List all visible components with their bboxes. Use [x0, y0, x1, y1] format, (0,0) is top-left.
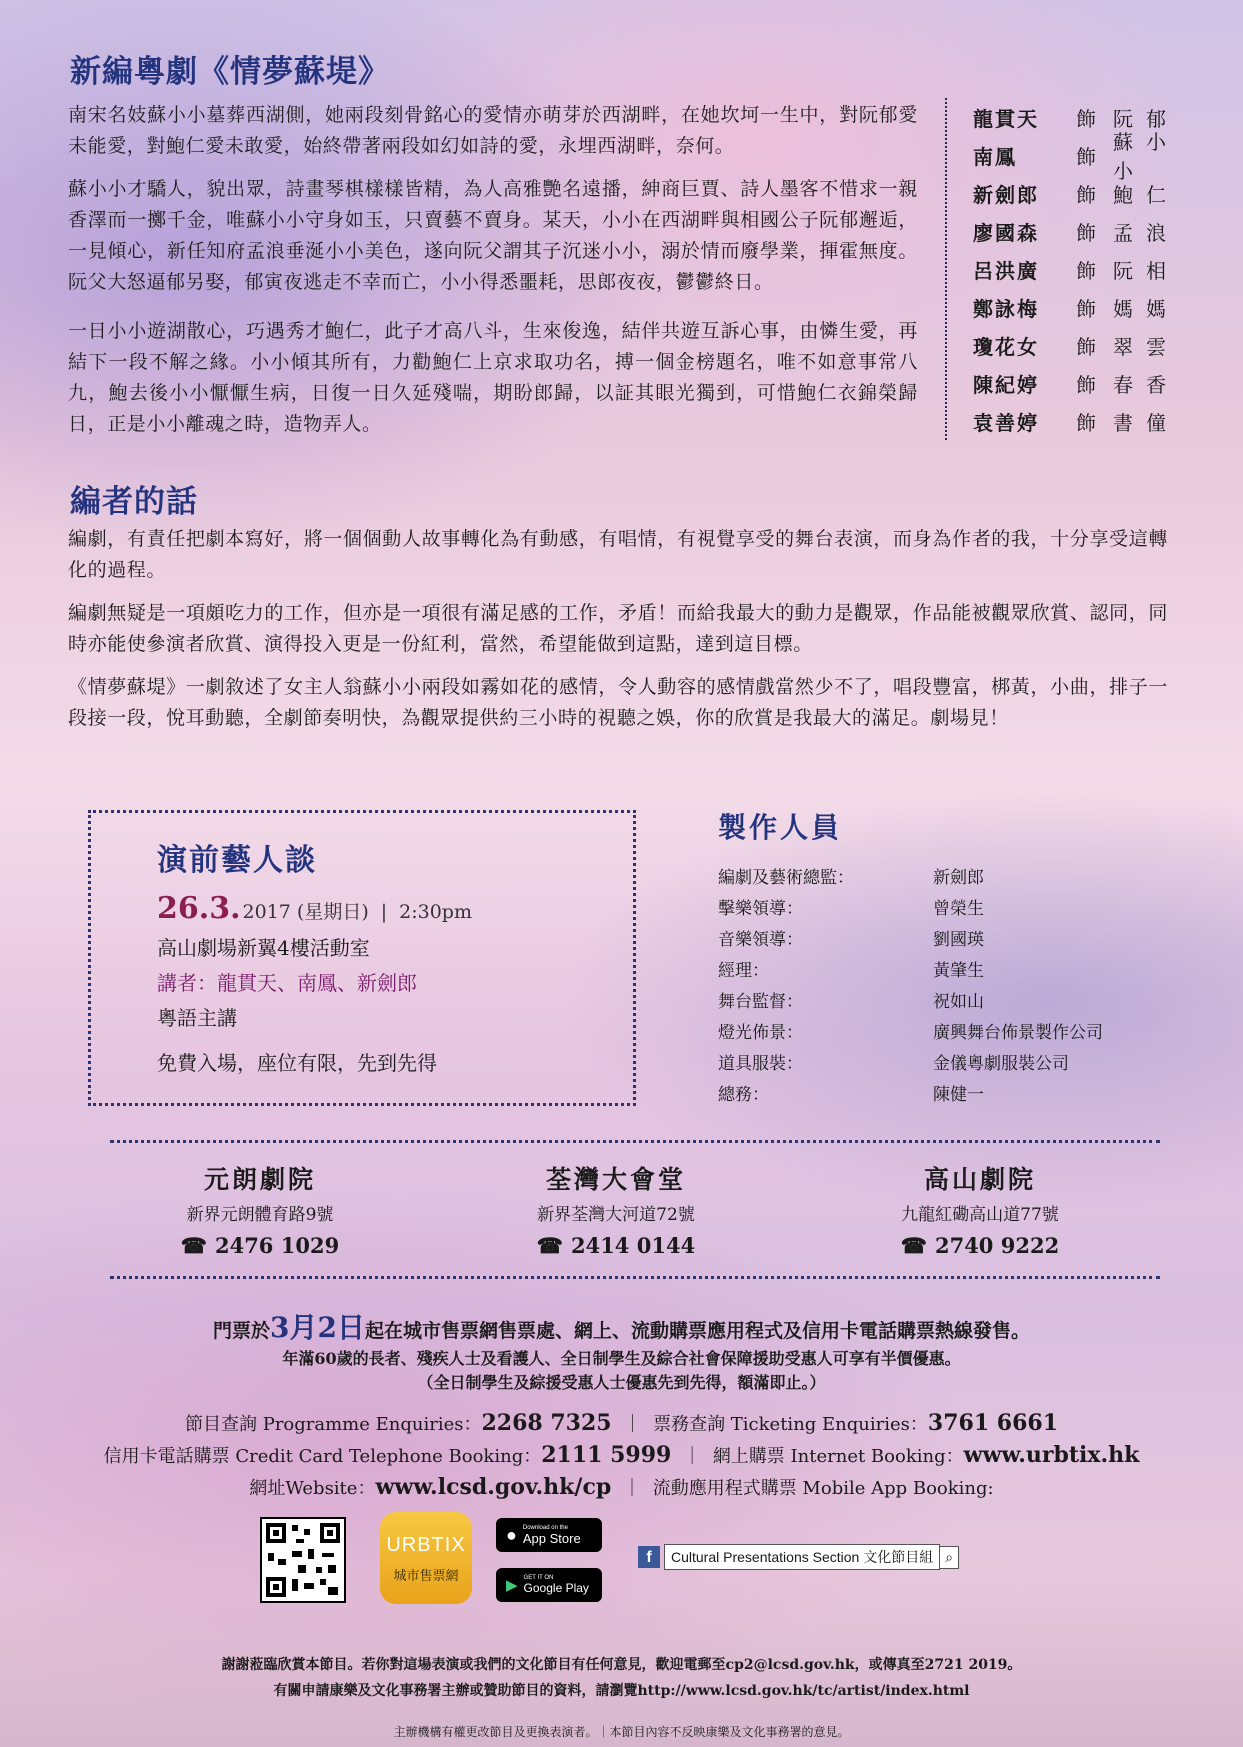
crew-member: 祝如山 — [933, 992, 984, 1012]
cast-row — [973, 130, 1193, 183]
enquiry-line-2: 信用卡電話購票 Credit Card Telephone Booking：2111 5999 ｜ 網上購票 Internet Booking：www.urbtix.hk — [103, 1442, 1140, 1468]
apple-icon: ● — [506, 1524, 517, 1545]
internet-booking-label: 網上購票 Internet Booking： — [712, 1446, 964, 1467]
cast-role: 翠雲 — [1113, 334, 1179, 359]
crew-member: 廣興舞台佈景製作公司 — [933, 1023, 1103, 1043]
cast-actor: 陳紀婷 — [973, 372, 1039, 397]
cast-actor: 新劍郎 — [973, 182, 1039, 207]
crew-row — [718, 953, 1178, 984]
cast-role: 蘇小小 — [1113, 130, 1179, 183]
talk-admission: 免費入場，座位有限，先到先得 — [157, 1051, 437, 1075]
phone-icon: ☎ — [180, 1233, 207, 1258]
cast-role: 阮郁 — [1113, 106, 1179, 131]
cast-role: 孟浪 — [1113, 220, 1179, 245]
cast-actor: 廖國森 — [973, 220, 1039, 245]
venue-yuen-long — [110, 1160, 410, 1258]
venue-ko-shan — [830, 1160, 1130, 1258]
app-store-big-text: App Store — [522, 1530, 581, 1546]
play-title: 新編粵劇《情夢蘇堤》 — [70, 54, 390, 90]
venue-phone: 2476 1029 — [214, 1233, 340, 1258]
synopsis-paragraph-2: 蘇小小才驕人，貌出眾，詩畫琴棋樣樣皆精，為人高雅艷名遠播，紳商巨賈、詩人墨客不惜求一親香澤而一擲千金，唯蘇小小守身如玉，只賣藝不賣身。某天，小小在西湖畔與相國公子阮郁邂逅，一見傾心，新任知府孟浪垂涎小小美色，遂向阮父謂其子沉迷小小，溺於情而廢學業，揮霍無度。阮父大怒逼郁另娶，郁寅夜逃走不幸而亡，小小得悉噩耗，思郎夜夜，鬱鬱終日。 — [68, 178, 918, 293]
crew-position: 總務： — [718, 1085, 769, 1105]
talk-language: 粵語主講 — [157, 1006, 237, 1030]
editor-paragraph-1: 編劇，有責任把劇本寫好，將一個個動人故事轉化為有動感，有唱情，有視覺享受的舞台表演，而身為作者的我，十分享受這轉化的過程。 — [68, 528, 1168, 581]
cast-actor: 呂洪廣 — [973, 258, 1039, 283]
ticketing-enquiry-label: 票務查詢 Ticketing Enquiries： — [653, 1414, 928, 1435]
mobile-app-label: 流動應用程式購票 Mobile App Booking: — [652, 1478, 994, 1499]
crew-member: 新劍郎 — [933, 868, 984, 888]
search-icon[interactable]: ⌕ — [939, 1546, 959, 1569]
venue-phone-row — [466, 1233, 766, 1258]
synopsis-paragraph-3: 一日小小遊湖散心，巧遇秀才鮑仁，此子才高八斗，生來俊逸，結伴共遊互訴心事，由憐生愛，再結下一段不解之緣。小小傾其所有，力勸鮑仁上京求取功名，搏一個金榜題名，唯不如意事常八九，鮑去後小小懨懨生病，日復一日久延殘喘，期盼郎歸，以証其眼光獨到，可惜鮑仁衣錦榮歸日，正是小小離魂之時，造物弄人。 — [68, 320, 918, 435]
crew-position: 音樂領導： — [718, 930, 803, 950]
venue-phone-row — [830, 1233, 1130, 1258]
venue-address: 九龍紅磡高山道77號 — [901, 1205, 1059, 1225]
cast-verb: 飾 — [1076, 220, 1096, 245]
phone-icon: ☎ — [536, 1233, 563, 1258]
cast-role: 鮑仁 — [1113, 182, 1179, 207]
crew-position: 燈光佈景： — [718, 1023, 803, 1043]
pre-show-talk-box — [88, 810, 636, 1106]
cast-actor: 鄭詠梅 — [973, 296, 1039, 321]
crew-member: 金儀粵劇服裝公司 — [933, 1054, 1069, 1074]
cast-actor: 龍貫天 — [973, 106, 1039, 131]
programme-enquiry-phone: 2268 7325 — [481, 1410, 612, 1436]
cast-row — [973, 250, 1193, 288]
talk-datetime: 26.3. 2017 (星期日) | 2:30pm — [157, 891, 472, 926]
cast-row — [973, 212, 1193, 250]
divider-top — [110, 1140, 1160, 1143]
cast-row — [973, 402, 1193, 440]
synopsis-paragraph-1: 南宋名妓蘇小小墓葬西湖側，她兩段刻骨銘心的愛情亦萌芽於西湖畔，在她坎坷一生中，對阮郁愛未能愛，對鮑仁愛未敢愛，始終帶著兩段如幻如詩的愛，永埋西湖畔，奈何。 — [68, 104, 918, 157]
crew-position: 擊樂領導： — [718, 899, 803, 919]
cast-role: 書僮 — [1113, 410, 1179, 435]
crew-member: 陳健一 — [933, 1085, 984, 1105]
google-play-big-text: Google Play — [523, 1581, 589, 1595]
facebook-page-name: Cultural Presentations Section 文化節目組 — [664, 1544, 940, 1570]
crew-row — [718, 922, 1178, 953]
enquiry-line-1: 節目查詢 Programme Enquiries：2268 7325 ｜ 票務查詢 Ticketing Enquiries：3761 6661 — [184, 1410, 1059, 1436]
production-crew — [718, 806, 1178, 1108]
qr-code[interactable] — [260, 1517, 346, 1603]
venue-phone: 2740 9222 — [934, 1233, 1060, 1258]
cast-verb: 飾 — [1076, 106, 1096, 131]
cast-list — [945, 98, 1193, 440]
cast-verb: 飾 — [1076, 296, 1096, 321]
venue-address: 新界元朗體育路9號 — [186, 1205, 334, 1225]
editor-paragraph-3: 《情夢蘇堤》一劇敘述了女主人翁蘇小小兩段如霧如花的感情，令人動容的感情戲當然少不了，唱段豐富，梆黃，小曲，排子一段接一段，悅耳動聽，全劇節奏明快，為觀眾提供約三小時的視聽之娛，你的欣賞是我最大的滿足。劇場見！ — [68, 676, 1168, 729]
website-link[interactable]: www.lcsd.gov.hk/cp — [375, 1474, 612, 1500]
footer-disclaimer: 主辦機構有權更改節目及更換表演者。｜本節目內容不反映康樂及文化事務署的意見。 — [393, 1725, 850, 1739]
venue-address: 新界荃灣大河道72號 — [537, 1205, 695, 1225]
urbtix-cn-text: 城市售票網 — [393, 1568, 459, 1583]
cast-role: 媽媽 — [1113, 296, 1179, 321]
urbtix-app-icon[interactable] — [380, 1512, 472, 1604]
cast-row — [973, 364, 1193, 402]
concession-text: 年滿60歲的長者、殘疾人士及看護人、全日制學生及綜合社會保障援助受惠人可享有半價優惠。 — [282, 1349, 961, 1368]
talk-speakers: 講者：龍貫天、南鳳、新劍郎 — [157, 971, 417, 995]
ticket-sale-line — [0, 1306, 1243, 1346]
cast-verb: 飾 — [1076, 334, 1096, 359]
cast-actor: 袁善婷 — [973, 410, 1039, 435]
cast-actor: 瓊花女 — [973, 334, 1039, 359]
cast-verb: 飾 — [1076, 258, 1096, 283]
credit-card-booking-label: 信用卡電話購票 Credit Card Telephone Booking： — [103, 1446, 542, 1467]
concession-note: （全日制學生及綜援受惠人士優惠先到先得，額滿即止。） — [417, 1373, 826, 1392]
crew-member: 黃肇生 — [933, 961, 984, 981]
ticket-sale-date: 3月2日 — [270, 1311, 365, 1344]
internet-booking-link[interactable]: www.urbtix.hk — [963, 1442, 1140, 1468]
divider-bottom — [110, 1276, 1160, 1279]
crew-row — [718, 1046, 1178, 1077]
cast-role: 阮相 — [1113, 258, 1179, 283]
programme-enquiry-label: 節目查詢 Programme Enquiries： — [184, 1414, 482, 1435]
talk-date-big: 26.3. — [157, 891, 241, 926]
crew-position: 道具服裝： — [718, 1054, 803, 1074]
cast-role: 春香 — [1113, 372, 1179, 397]
venue-phone-row — [110, 1233, 410, 1258]
crew-row — [718, 984, 1178, 1015]
venue-tsuen-wan — [466, 1160, 766, 1258]
crew-position: 舞台監督： — [718, 992, 803, 1012]
enquiry-line-3: 網址Website：www.lcsd.gov.hk/cp ｜ 流動應用程式購票 Mobile App Booking: — [249, 1474, 994, 1500]
google-play-icon: ▶ — [506, 1577, 518, 1594]
crew-position: 經理： — [718, 961, 769, 981]
venue-name: 高山劇院 — [923, 1165, 1036, 1194]
qr-code-graphic — [262, 1519, 344, 1601]
venue-name: 元朗劇院 — [203, 1165, 316, 1194]
google-play-small-text: GET IT ON — [523, 1575, 554, 1581]
crew-title: 製作人員 — [718, 811, 843, 844]
app-store-small-text: Download on the — [522, 1524, 568, 1531]
cast-actor: 南鳳 — [973, 144, 1017, 169]
facebook-icon: f — [638, 1546, 660, 1568]
talk-title: 演前藝人談 — [157, 843, 317, 878]
ticket-prefix: 門票於 — [213, 1320, 271, 1342]
venue-name: 荃灣大會堂 — [545, 1165, 686, 1194]
ticketing-enquiry-phone: 3761 6661 — [927, 1410, 1059, 1436]
venue-phone: 2414 0144 — [570, 1233, 696, 1258]
crew-row — [718, 1015, 1178, 1046]
cast-row — [973, 288, 1193, 326]
talk-date-rest: 2017 (星期日) — [242, 901, 369, 923]
footer-info: 有關申請康樂及文化事務署主辦或贊助節目的資料，請瀏覽http://www.lcsd.gov.hk/tc/artist/index.html — [273, 1683, 970, 1699]
google-play-badge[interactable] — [496, 1568, 602, 1602]
cast-row — [973, 326, 1193, 364]
ticket-suffix: 起在城市售票網售票處、網上、流動購票應用程式及信用卡電話購票熱線發售。 — [364, 1320, 1030, 1342]
credit-card-booking-phone: 2111 5999 — [541, 1442, 672, 1468]
editor-paragraph-2: 編劇無疑是一項頗吃力的工作，但亦是一項很有滿足感的工作，矛盾！而給我最大的動力是觀眾，作品能被觀眾欣賞、認同，同時亦能使參演者欣賞、演得投入更是一份紅利，當然，希望能做到這點，達到這目標。 — [68, 602, 1168, 655]
app-store-badge[interactable] — [496, 1518, 602, 1552]
phone-icon: ☎ — [900, 1233, 927, 1258]
cast-row — [973, 174, 1193, 212]
cast-verb: 飾 — [1076, 372, 1096, 397]
footer-thanks: 謝謝蒞臨欣賞本節目。若你對這場表演或我們的文化節目有任何意見，歡迎電郵至cp2@lcsd.gov.hk，或傳真至2721 2019。 — [221, 1657, 1022, 1673]
crew-position: 編劇及藝術總監： — [718, 868, 854, 888]
crew-row — [718, 891, 1178, 922]
facebook-search-bar[interactable] — [638, 1545, 959, 1569]
cast-verb: 飾 — [1076, 144, 1096, 169]
crew-member: 劉國瑛 — [933, 930, 984, 950]
talk-time: 2:30pm — [399, 901, 472, 923]
cast-verb: 飾 — [1076, 182, 1096, 207]
crew-row — [718, 860, 1178, 891]
editor-title: 編者的話 — [70, 484, 198, 520]
crew-row — [718, 1077, 1178, 1108]
crew-member: 曾榮生 — [933, 899, 984, 919]
website-label: 網址Website： — [249, 1478, 376, 1499]
urbtix-logo-text: URBTIX — [386, 1534, 466, 1556]
talk-venue: 高山劇場新翼4樓活動室 — [157, 936, 370, 960]
cast-verb: 飾 — [1076, 410, 1096, 435]
